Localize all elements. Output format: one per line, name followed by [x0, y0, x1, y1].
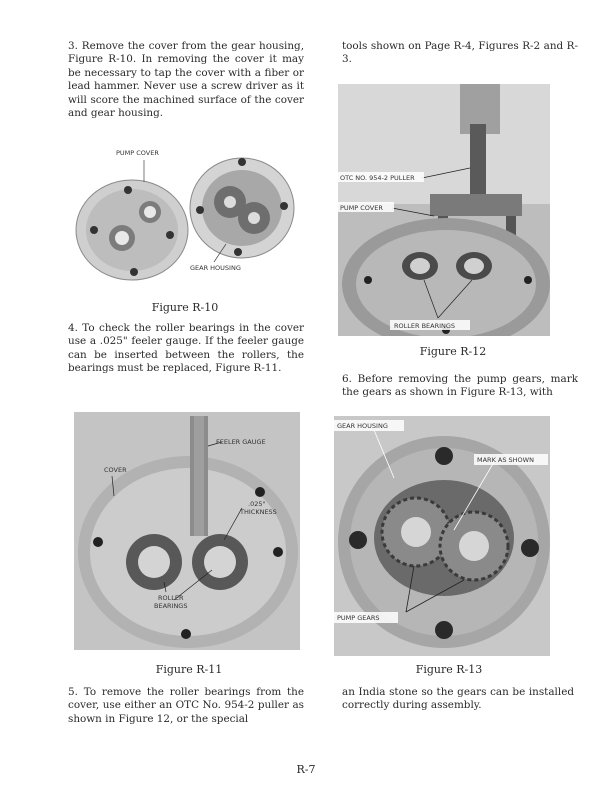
figure-r11-caption: Figure R-11 — [155, 663, 223, 676]
label-thickness: THICKNESS — [240, 508, 277, 516]
figure-r13-caption: Figure R-13 — [415, 663, 483, 676]
figure-r11-photo — [74, 412, 300, 650]
label-feeler-gauge: FEELER GAUGE — [216, 438, 266, 446]
tools-continuation-paragraph: tools shown on Page R-4, Figures R-2 and R-3. — [342, 40, 578, 66]
step-5-paragraph: 5. To remove the roller bearings from the cover, use either an OTC No. 954-2 puller as shown in Figure 12, or the special — [68, 686, 304, 725]
figure-r12-caption: Figure R-12 — [419, 345, 487, 358]
label-cover: COVER — [104, 466, 127, 474]
label-gear-housing: GEAR HOUSING — [190, 264, 241, 272]
step-6-paragraph: 6. Before removing the pump gears, mark the gears as shown in Figure R-13, with — [342, 373, 578, 399]
label-roller-bearings-r12: ROLLER BEARINGS — [394, 322, 456, 330]
label-pump-cover: PUMP COVER — [116, 149, 159, 157]
label-pump-cover-r12: PUMP COVER — [340, 204, 383, 212]
page-number: R-7 — [296, 763, 316, 776]
label-gear-housing-r13: GEAR HOUSING — [337, 422, 388, 430]
label-thickness-value: .025" — [248, 500, 266, 508]
figure-r13-photo — [334, 416, 550, 656]
figure-r12-photo — [338, 84, 550, 336]
label-roller: ROLLER — [158, 594, 184, 602]
label-bearings: BEARINGS — [154, 602, 188, 610]
label-mark-as-shown: MARK AS SHOWN — [477, 456, 534, 464]
label-otc-puller: OTC NO. 954-2 PULLER — [340, 174, 415, 182]
india-stone-paragraph: an India stone so the gears can be installed correctly during assembly. — [342, 686, 574, 712]
step-3-paragraph: 3. Remove the cover from the gear housing, Figure R-10. In removing the cover it may be necessary to tap the cover with a fiber or lead hammer. Never use a screw driver as it will score the machined surface of the cover and gear housing. — [68, 40, 304, 120]
label-pump-gears: PUMP GEARS — [337, 614, 380, 622]
step-4-paragraph: 4. To check the roller bearings in the cover use a .025" feeler gauge. If the feeler gauge can be inserted between the rollers, the bearings must be replaced, Figure R-11. — [68, 322, 304, 375]
figure-r10-photo — [72, 140, 300, 288]
figure-r10-caption: Figure R-10 — [151, 301, 219, 314]
